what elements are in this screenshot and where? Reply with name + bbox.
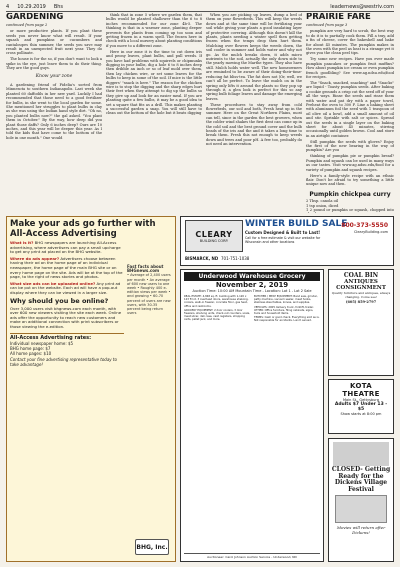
auction-item: REAL ESTATE: 4,848 sq. ft. building with 1,120 x 123 ft lot. 3 overhead doors, warehouse shelving, coolers, walk-in freezer, concrete floor, gas heat, office and restrooms. <box>184 295 249 308</box>
closed-body: Movies will return after Dickens! <box>336 525 386 535</box>
prairie-p1: pumpkin are very hard to scrub, the best way to do it is to partially cook them. Fill a tray, add a fin of cheese, cover the bakeshell and bake for about 45 minutes. The pumpkin makes in the oven with the peel as heat is a strange yet it gives you the clean peel tips. <box>306 29 394 56</box>
prairie-column <box>306 13 394 213</box>
kota-title: KOTA THEATRE <box>342 382 380 398</box>
all-access-q1: What is it? <box>10 240 34 245</box>
recipe-ingredient: 1 2 pound or pumpkin or squash, chopped into <box>306 207 394 212</box>
theatre-photo <box>333 442 389 466</box>
auction-item: VEHICLES: 2005 delivery truck, forklift, trailer. OTHER: Office furniture, filing cabinets, signs, tools and household items. <box>254 305 314 316</box>
prairie-p4: Still pumpkin the seeds with gloves? Enjoy the first of the new bearing in the way of pumpkin? Are you <box>306 139 394 153</box>
all-access-q4: Why should you be online? <box>10 296 109 305</box>
closed-notice-ad[interactable] <box>328 438 394 562</box>
cleary-subtitle: Custom Designed & Built to Last! <box>245 230 321 235</box>
all-access-a3: Any print ad can be put on the website. Each ad will have a pop-out display where they can be viewed in a larger size. <box>10 280 121 295</box>
page-section: Bhs <box>53 3 64 10</box>
all-access-copy <box>10 241 124 367</box>
kota-theatre-ad[interactable] <box>328 379 394 434</box>
prairie-title: PRAIRIE FARE <box>306 13 371 22</box>
cleary-city: BISMARCK, ND <box>185 256 219 261</box>
coal-title: ANTIQUES CONSIGNMENT <box>336 279 386 291</box>
coal-lines: Quality furniture and antiques, always changing. Come see! <box>331 291 391 299</box>
prairie-p2: Try some new recipes. Have you ever made pumpkin pancakes or pumpkin fruit muffins? How about pumpkin ice cream or even pumpkin french goodbling? See www.ag.ndsu.edu/food for recipes. <box>306 57 394 79</box>
coal-tag: COAL BIN <box>343 272 379 279</box>
coal-bin-ad[interactable] <box>328 269 394 376</box>
kota-showtime: Show starts at 8:00 pm <box>340 412 382 417</box>
page-site[interactable]: leadernews@westriv.com <box>330 3 394 10</box>
rate-individual: Individual newspaper home: $5 <box>10 340 74 346</box>
auction-date: November 2, 2019 <box>215 281 289 289</box>
cleary-site[interactable]: ClearyBuilding.com <box>353 230 388 234</box>
recipe-title: Pumpkin chickpea curry <box>309 190 391 198</box>
page-date: 10.29.2019 <box>17 3 46 10</box>
gardening-p2: The house is for the so, if you don't want to look a spike in the eye, just leave them to do their thing. They are the good guys. <box>6 57 102 71</box>
gardening-column-2 <box>106 13 202 213</box>
cleary-city-phone: 701-751-1038 <box>221 256 250 261</box>
auction-item: BUTCHER / MEAT EQUIPMENT: Band saw, grinder, patty machine, vacuum sealer, meat hooks, stainless steel tables, knives, and supplies. <box>254 295 318 305</box>
cleary-building-ad[interactable] <box>180 216 394 266</box>
rate-bhg-home: BHG home page: $7 <box>10 345 51 351</box>
prairie-continued: continued from page 3 <box>306 23 348 27</box>
recipe-ingredient: 2 Tbsp. canola oil <box>306 199 339 204</box>
fast-facts-body: • Average of 2,400 users per month • An average of 600 new users to one week • Roughly 400 e-edition views per week • and growing • 60-70 percent of users are new users, with 30-35 percent being return users <box>127 273 171 316</box>
rates-cta: Contact your fine advertising representative today to take advantage! <box>10 356 117 367</box>
all-access-ad[interactable] <box>6 216 176 562</box>
gardening-kicker: Know your zone <box>35 73 73 79</box>
cleary-phone[interactable]: 800-373-5550 <box>341 222 388 229</box>
village-illustration <box>335 495 387 523</box>
auction-ad[interactable] <box>180 269 324 562</box>
recipe-ingredient: 1 tsp onion, diced <box>306 203 339 208</box>
fast-facts-title: Fast facts about BHGnews.com <box>127 264 164 274</box>
gardening-continued: continued from page 2 <box>6 23 48 27</box>
gardening-p3: A gardening friend of Fidelia's sorted from Minnesota to southern Indianapolis. Last week she planted 60 daffodils in her new yard. Luckily I had recommended that those need to a good fertilizer for bulbs, in she went to the local garden for some. She mentioned her struggles to plant bulbs in clay as she was using the Indian hand style dirt. "Oh no, you planted bulbs now?" the gal asked. "You plant them in October." By the way, how deep did you plant those daffs? Only 6 inches deep? Ours are 10 inches, and this year will be deeper this year. As I told the kids that have come to the bottom of the hole in one month." One would <box>6 82 102 140</box>
all-access-headline: Make your ads go further with All-Access Advertising <box>10 219 156 239</box>
kota-address: Main St., Gettysburg <box>343 398 379 402</box>
gardening-p6: When you are picking up leaves, dump a bed of them on your flowerbeds. This will keep the weeds down and at the same time will be fertilizing your soil while giving your plants a good insulating layer of protective covering. Although this doesn't kill the plants, plants needing a winter spell then getting frozen when the temps drop then hurt them. Mulching over flowers keeps the weeds down, the soil cooler in summer and holds water and why not go. As the mulch breaks down, it adds micro nutrients to the soil, actually the only down side to the yearly mowing the Marthe types. They also have still. Mulch holds water well. The new homeowners are reminded to be aware of their doing-their-time-reducing fat bliss-tea. The fat does not (Or, well, we can't all be perfect. To leave the mulch on in the spring only lifts it around the plants so they pop up through it, a glen look is perfect for this so any spring bulb foliage leaves and damage the emerging leaves. <box>206 13 302 101</box>
auction-body <box>184 295 320 323</box>
cleary-details: Call for a free estimate & visit our website for Wisconsin and other locations <box>245 236 321 244</box>
auction-item: GROCERY EQUIPMENT: 2 door coolers, 3 door freezers, shelving units, check-out counters, scale, meat slicer, deli case, cash registers, shopping carts, pallet jack, and more. <box>184 308 250 322</box>
auction-item: TERMS: Cash or good check. Everything sold as is. Not responsible for accidents. Lunch served. <box>254 316 320 323</box>
bhg-logo: BHG, Inc. <box>135 539 169 555</box>
coal-phone: (605) 859-2797 <box>345 300 377 305</box>
all-access-rates <box>10 333 124 367</box>
prairie-p5: thinking of pumpkin pie or pumpkin bread? Pumpkin and squash can be used in many ways as our tastes. Visit www.ag.ndsu.edu/food for a variety of pumpkin and squash recipes. <box>306 154 394 172</box>
gardening-column-1 <box>6 13 102 213</box>
gardening-p4: think that in zone 5 where we garden them, that bulbs would be planted shallower than the 6 to 8 inches recommended for our zone 4b-5. The thinking is that in a warmer zone, planting deeper prevents the plants from coming up too soon and getting frozen in a warm spell. The frozen here in check with a local nursery about planting conditions if you move to a different zone. <box>106 13 202 48</box>
rates-title: All-Access Advertising rates: <box>10 334 92 341</box>
all-access-a2: Advertisers choose between having their ad on the home page of an individual newspaper, the home page of the main BHG site or on every home page on the site. Ads will be at the top of the page, to the right of news stories and photos. <box>10 255 123 280</box>
gardening-p7: These procedures to stay away from cold flowerbeds, our soil and both, Fresh heat up in the summer. Here on the Great Northern Plains, most can tell, since in the garden the best growers, when the colder wind shakes the first dent can come up in the cold soil and the best ground cover and the bulb heads of the iris and the and it takes a long time to break them. Fresh this not enough to keep weeds down and trees and poor pH. A few too, probably do not need an intervention. <box>206 102 302 147</box>
kota-prices: Adults $7 Under 13 - $5 <box>334 402 388 413</box>
all-access-q2: Where do ads appear? <box>10 255 60 261</box>
closed-title: CLOSED- Getting Ready for the Dickens Village Festival <box>331 466 391 493</box>
cleary-logo-name: CLEARY <box>195 229 233 239</box>
cleary-logo-sub: BUILDING CORP. <box>199 238 229 243</box>
all-access-a1: BHG newspapers are launching All-Access advertising, where advertisers can pay a small upcharge to get any print ad placed on the BHG website. <box>10 240 121 255</box>
prairie-p3: The "Snack, snacked, snacking" and "Snacks" are liquid - Toasty pumpkin seeds. After baking a cookie grounds a crisp cut the seed off of your all the ways. Rinse the seeds and rinse them with water and pat dry with a paper towel, Preheat the oven to 300 F. Line a baking sheet with aluminum foil the seed with 1 teaspoon of oil olive oil a bowl, add a small amount of oil and stir. Sprinkle with salt or spices. Spread out the seeds in a single layer on the baking sheet for about 45 minutes, stirring occasionally until golden brown. Cool and store in an airtight container. <box>306 80 394 138</box>
page-number: 4 <box>6 3 10 10</box>
page-header <box>6 2 394 12</box>
fast-facts <box>127 265 171 315</box>
auction-sub: Auction Time: 10:00 AM Mountain Time - Location: Lot 1 - Lot 2 Sale <box>192 289 312 293</box>
auction-head: Underwood Warehouse Grocery <box>184 272 320 281</box>
gardening-column-3 <box>206 13 302 213</box>
all-access-q3: What size ads can be uploaded online? <box>10 280 96 286</box>
gardening-p1: or more productive plants. If you plant these seeds you never know what will result. If your squash and pumpkins or cucumbers and cantaloupes thin summer, the seeds you save may result in an unexpected fruit next year. They do cross pollinate. <box>6 29 102 56</box>
auction-foot: Auctioneer: Carol Johnson Auction Service - Underwood, ND <box>184 553 320 559</box>
cleary-title: WINTER BUILD SALE <box>245 219 348 229</box>
prairie-p6: Here's a family-style recipe with an ethnic flair. Don't be afraid to try something a little unique now and then. <box>306 173 394 187</box>
cleary-logo <box>185 220 243 252</box>
all-access-a4: Over 3,000 users visit bhgnews.com each month, with over 600 new viewers visiting the site each week. Online ads offer the opportunity to reach new customers and make an additional connection with print subscribers or those viewing the e-edition. <box>10 305 122 329</box>
gardening-title: GARDENING <box>6 13 64 22</box>
rate-all-home: All home pages: $10 <box>10 350 52 356</box>
gardening-p5: Here in our zone it is the time to cut down iris and peony leaves, plant bulbs, and pull weeds. If you have had problems with squirrels or chipmunks digging in your bulbs, dig a hole 6 to 8 inches deep then dribble an inch or so of leaf mold over them, then lay chicken wire, or set some leaves for the bulbs to keep in some of the soil. If mice is the little diggers' "snack is here." The reason for the chicken wire is to stop the digging and the sharp edges hurt their feet when they attempt to dig up the bulbs so they give up and look for an easier meal. If you are planting quite a few bulbs, it may be a good idea to set a square that fits as a drill. This makes planting a successful garden a snap. You will still have to clean out the bottom of the hole but it beats digging <box>106 49 202 116</box>
